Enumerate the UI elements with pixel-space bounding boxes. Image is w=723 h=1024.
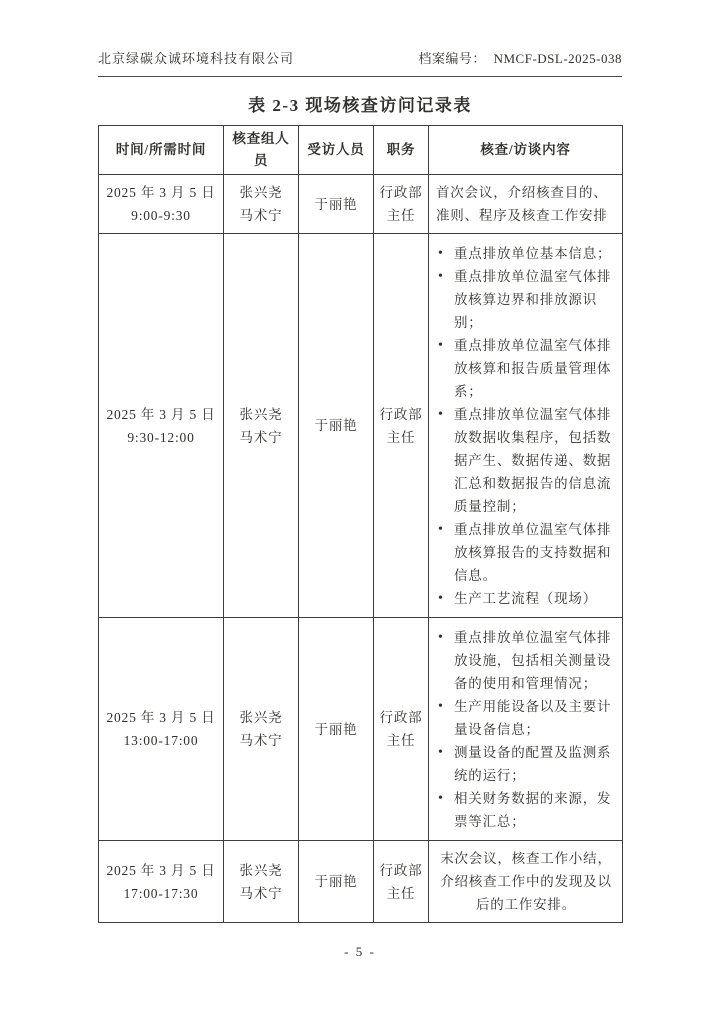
record-table: [98, 125, 623, 923]
table-row: [99, 618, 623, 841]
interviewee-cell: 于丽艳: [299, 841, 374, 923]
position-cell: 行政部 主任: [374, 618, 429, 841]
interviewee-cell: 于丽艳: [299, 175, 374, 234]
running-header: [98, 48, 622, 77]
position-cell: 行政部 主任: [374, 841, 429, 923]
bullet-item: • 重点排放单位温室气体排放设施，包括相关测量设备的使用和管理情况；: [436, 626, 616, 695]
column-header-position: 职务: [374, 126, 429, 175]
content-cell: [429, 618, 623, 841]
time-cell: 2025 年 3 月 5 日 9:30-12:00: [99, 234, 224, 618]
page-number: - 5 -: [344, 944, 376, 959]
bullet-item: • 重点排放单位温室气体排放核算边界和排放源识别；: [436, 265, 616, 334]
bullet-item: • 生产用能设备以及主要计量设备信息；: [436, 695, 616, 741]
table-row: [99, 234, 623, 618]
column-header-interviewee: 受访人员: [299, 126, 374, 175]
time-cell: 2025 年 3 月 5 日 13:00-17:00: [99, 618, 224, 841]
archive-label: 档案编号：: [418, 51, 486, 66]
bullet-list: [436, 242, 616, 610]
bullet-item: • 重点排放单位温室气体排放数据收集程序，包括数据产生、数据传递、数据汇总和数据报告的信息流质量控制；: [436, 403, 616, 518]
auditors-cell: 张兴尧 马术宁: [224, 841, 299, 923]
table-row: [99, 175, 623, 234]
table-header-row: [99, 126, 623, 175]
content-cell: [429, 234, 623, 618]
archive-number: NMCF-DSL-2025-038: [493, 51, 622, 66]
bullet-item: • 测量设备的配置及监测系统的运行；: [436, 741, 616, 787]
interviewee-cell: 于丽艳: [299, 618, 374, 841]
auditors-cell: 张兴尧 马术宁: [224, 618, 299, 841]
bullet-item: • 生产工艺流程（现场）: [436, 587, 616, 610]
archive-number-field: [418, 48, 622, 67]
column-header-auditors: 核查组人员: [224, 126, 299, 175]
position-cell: 行政部 主任: [374, 234, 429, 618]
bullet-item: • 重点排放单位基本信息；: [436, 242, 616, 265]
time-cell: 2025 年 3 月 5 日 17:00-17:30: [99, 841, 224, 923]
content-cell: 首次会议，介绍核查目的、准则、程序及核查工作安排: [429, 175, 623, 234]
column-header-time: 时间/所需时间: [99, 126, 224, 175]
bullet-item: • 重点排放单位温室气体排放核算和报告质量管理体系；: [436, 334, 616, 403]
bullet-item: • 重点排放单位温室气体排放核算报告的支持数据和信息。: [436, 518, 616, 587]
bullet-item: • 相关财务数据的来源，发票等汇总；: [436, 787, 616, 833]
content-cell: 末次会议，核查工作小结，介绍核查工作中的发现及以后的工作安排。: [429, 841, 623, 923]
page-title: 表 2-3 现场核查访问记录表: [248, 96, 472, 115]
company-name: 北京绿碳众诚环境科技有限公司: [98, 51, 295, 66]
bullet-list: [436, 626, 616, 833]
interviewee-cell: 于丽艳: [299, 234, 374, 618]
column-header-content: 核查/访谈内容: [429, 126, 623, 175]
auditors-cell: 张兴尧 马术宁: [224, 234, 299, 618]
table-row: [99, 841, 623, 923]
time-cell: 2025 年 3 月 5 日 9:00-9:30: [99, 175, 224, 234]
auditors-cell: 张兴尧 马术宁: [224, 175, 299, 234]
position-cell: 行政部 主任: [374, 175, 429, 234]
